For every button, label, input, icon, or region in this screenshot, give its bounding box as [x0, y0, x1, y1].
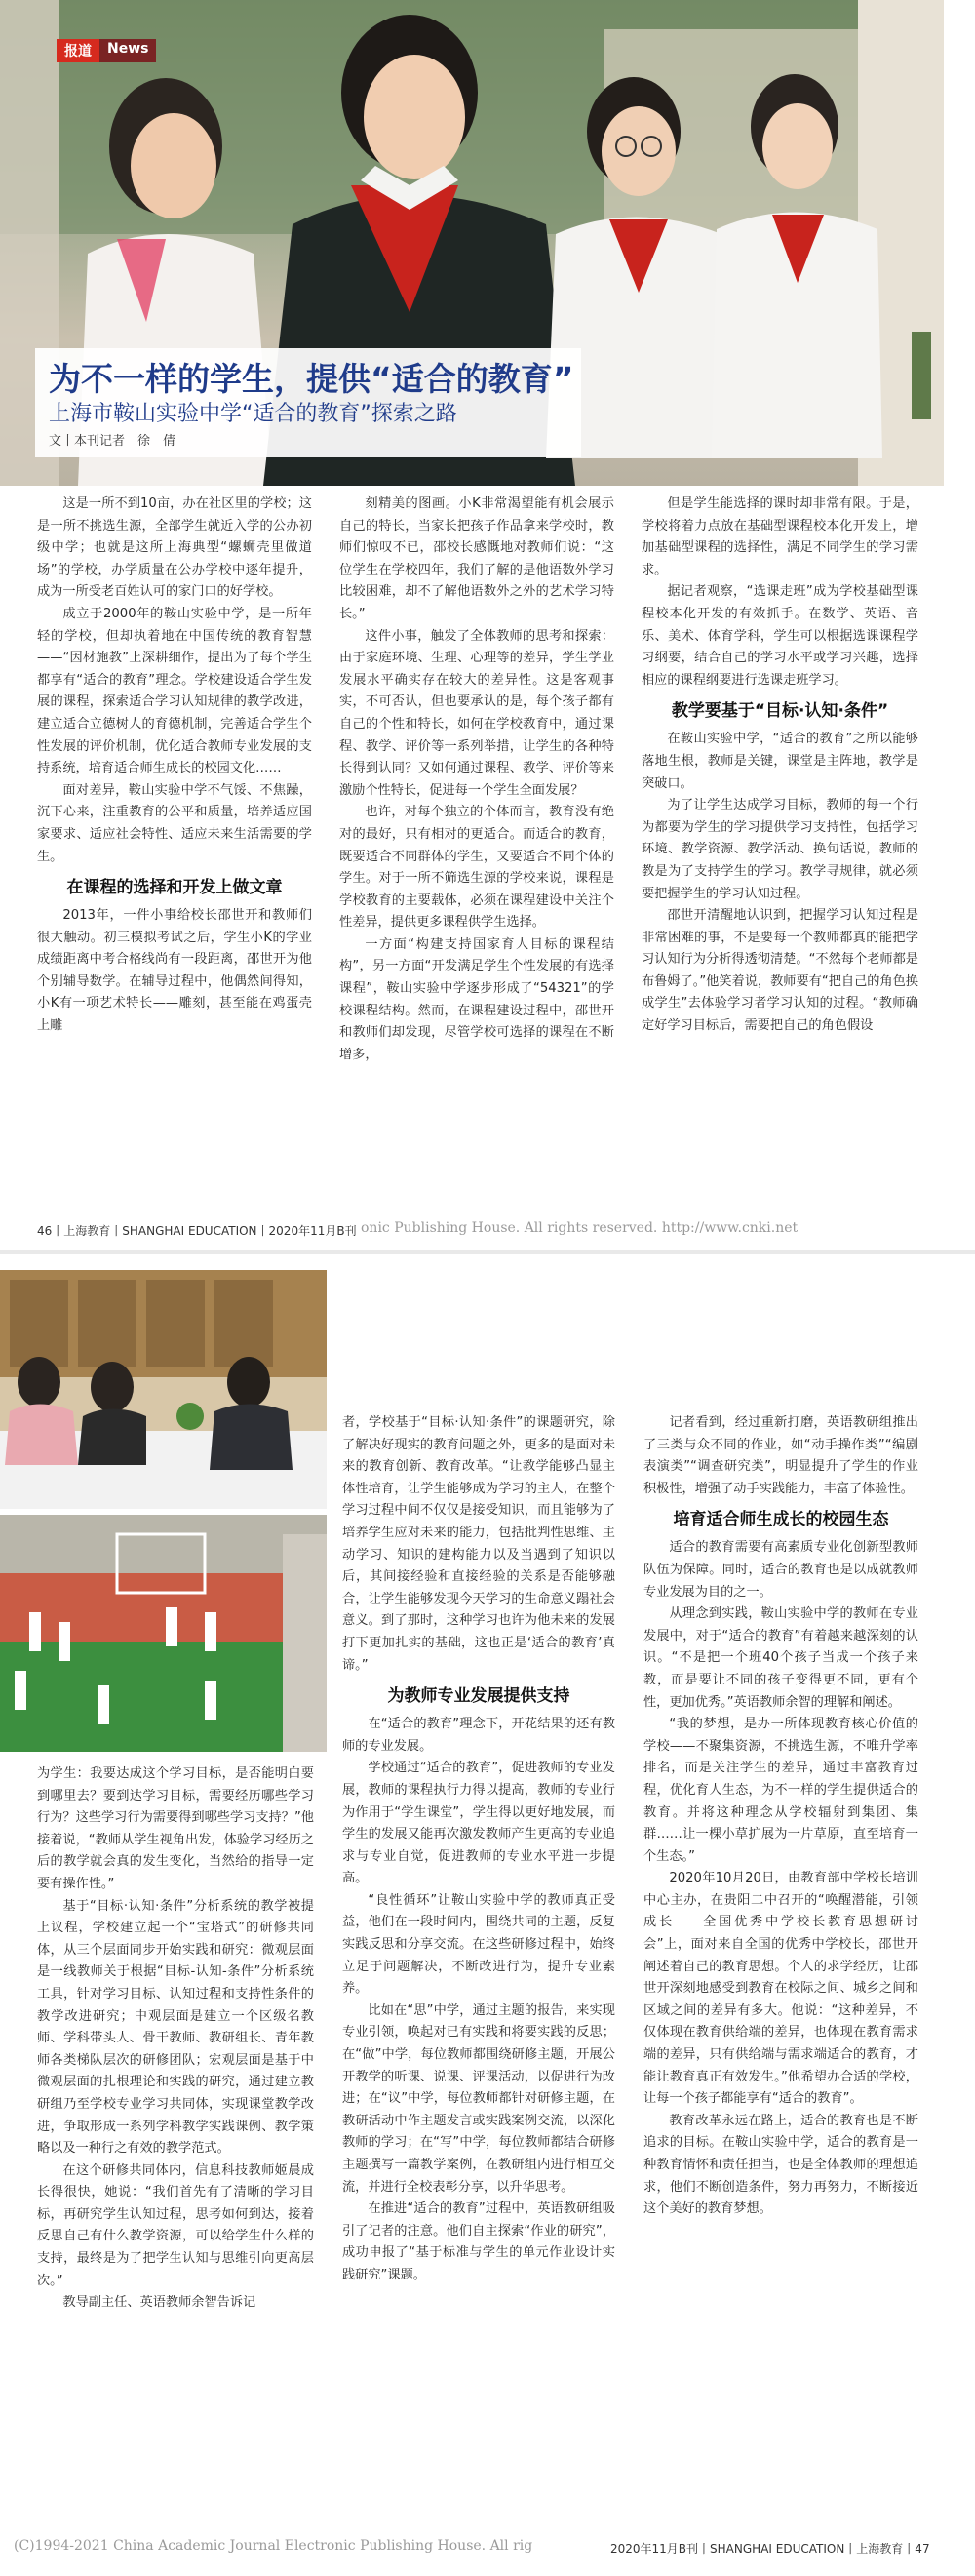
paragraph: 邵世开清醒地认识到，把握学习认知过程是非常困难的事，不是要每一个教师都真的能把学习认知行为分析得透彻清楚。“不然每个老师都是布鲁姆了。”他笑着说，教师要有“把自己的角色换成学生”去体验学习者学习认知的过程。“教师确定好学习目标后，需要把自己的角色假设	[642, 908, 918, 1034]
paragraph: 在“适合的教育”理念下，开花结果的还有教师的专业发展。	[342, 1717, 615, 1754]
page-divider	[0, 1250, 975, 1254]
paragraph: 教导副主任、英语教师余智告诉记	[62, 2295, 256, 2311]
paragraph: 比如在“思”中学，通过主题的报告，来实现专业引领，唤起对已有实践和将要实践的反思；在“做”中学，每位教师都围绕研修主题，开展公开教学的听课、说课、评课活动，以促进行为改进；在“议”中学，每位教师都针对研修主题，在教研活动中作主题发言或实践案例交流，以深化教师的学习；在“写”中学，每位教师都结合研修主题撰写一篇教学案例，在教研组内进行相互交流，并进行全校表彰分享，以升华思考。	[342, 2002, 615, 2195]
paragraph: 者，学校基于“目标·认知·条件”的课题研究，除了解决好现实的教育问题之外，更多的是面对未来的教育创新、教育改革。“让教学能够凸显主体性培育，让学生能够成为学习的主人，在整个学习过程中间不仅仅是接受知识，而且能够为了培养学生应对未来的能力，包括批判性思维、主动学习、知识的建构能力以及当遇到了知识以后，其间接经验和直接经验的关系是否能够融合，让学生能够发现今天学习的生命意义蹋社会意义。到了那时，这种学习也许为他未来的发展打下更加扎实的基础，这也正是‘适合的教育’真谛。”	[342, 1415, 615, 1673]
p47-footer: 2020年11月B刊丨SHANGHAI EDUCATION丨上海教育丨47	[610, 2542, 930, 2556]
section-tag	[57, 39, 156, 62]
p47-column-2	[342, 1412, 615, 2287]
section-heading: 培育适合师生成长的校园生态	[673, 1510, 889, 1530]
paragraph: 成立于2000年的鞍山实验中学，是一所年轻的学校，但却执着地在中国传统的教育智慧——“因材施教”上深耕细作，提出为了每个学生都享有“适合的教育”理念。学校建设适合学生发展的课程，探索适合学习认知规律的教学改进，建立适合立德树人的育德机制，完善适合学生个性发展的评价机制，优化适合教师专业发展的支持系统，培育适合师生成长的校园文化……	[37, 606, 312, 776]
paragraph: 也许，对每个独立的个体而言，教育没有绝对的最好，只有相对的更适合。而适合的教育，既要适合不同群体的学生，又要适合不同个体的学生。对于一所不筛选生源的学校来说，课程是学校教育的主要载体，必须在课程建设中关注个性差异，提供更多课程供学生选择。	[339, 805, 614, 931]
article-subtitle: 上海市鞍山实验中学“适合的教育”探索之路	[49, 402, 457, 426]
p47-column-3	[644, 1412, 918, 2221]
p46-column-1	[37, 494, 312, 1038]
paragraph: 学校通过“适合的教育”，促进教师的专业发展，教师的课程执行力得以提高，教师的专业行为作用于“学生课堂”，学生得以更好地发展，而学生的发展又能再次激发教师产生更高的专业追求与专业自觉，促进教师的专业水平进一步提高。	[342, 1761, 615, 1886]
paragraph: 这是一所不到10亩，办在社区里的学校；这是一所不挑选生源，全部学生就近入学的公办初级中学；也就是这所上海典型“螺蛳壳里做道场”的学校，办学质量在公办学校中逐年提升，成为一所受老百姓认可的家门口的好学校。	[37, 496, 312, 600]
paragraph: “良性循环”让鞍山实验中学的教师真正受益，他们在一段时间内，围绕共同的主题，反复实践反思和分享交流。在这些研修过程中，始终立足于问题解决，不断改进行为，提升专业素养。	[342, 1892, 615, 1997]
paragraph: 为了让学生达成学习目标，教师的每一个行为都要为学生的学习提供学习支持性，包括学习环境、教学资源、教学活动、换句话说，教师的教是为了支持学生的学习。教学寻规律，就必须要把握学生的学习认知过程。	[642, 798, 918, 901]
paragraph: 在这个研修共同体内，信息科技教师姬晨成长得很快，她说：“我们首先有了清晰的学习目标，再研究学生认知过程，思考如何到达，接着反思自己有什么教学资源，可以给学生什么样的支持，最终是为了把学生认知与思维引向更高层次。”	[37, 2162, 314, 2288]
p47-column-1	[37, 1764, 314, 2315]
byline: 文丨本刊记者 徐 倩	[49, 434, 176, 449]
paragraph: 这件小事，触发了全体教师的思考和探索：由于家庭环境、生理、心理等的差异，学生学业发展水平确实存在较大的差异性。这是客观事实，不可否认，但也要承认的是，每个孩子都有自己的个性和特长，如何在学校教育中，通过课程、教学、评价等一系列举措，让学生的各种特长得到认同？又如何通过课程、教学、评价等来激励个性特长，促进每一个学生全面发展？	[339, 628, 614, 798]
paragraph: “我的梦想，是办一所体现教育核心价值的学校——不聚集资源，不挑选生源，不唯升学率排名，而是关注学生的差异，通过丰富教育过程，优化育人生态，为不一样的学生提供适合的教育。并将这种理念从学校辐射到集团、集群……让一棵小草扩展为一片草原，直至培育一个生态。”	[644, 1717, 918, 1864]
paragraph: 一方面“构建支持国家育人目标的课程结构”，另一方面“开发满足学生个性发展的有选择课程”，鞍山实验中学逐步形成了“54321”的学校课程结构。然而，在课程建设过程中，邵世开和教师们却发现，尽管学校可选择的课程在不断增多，	[339, 936, 614, 1062]
p46-watermark: onic Publishing House. All rights reserved. http://www.cnki.net	[361, 1220, 799, 1236]
section-heading: 在课程的选择和开发上做文章	[66, 878, 283, 898]
tag-cn: 报道	[57, 39, 99, 62]
paragraph: 在推进“适合的教育”过程中，英语教研组吸引了记者的注意。他们自主探索“作业的研究”，成功申报了“基于标准与学生的单元作业设计实践研究”课题。	[342, 2201, 615, 2282]
paragraph: 但是学生能选择的课时却非常有限。于是，学校将着力点放在基础型课程校本化开发上，增加基础型课程的选择性，满足不同学生的学习需求。	[642, 496, 918, 577]
headline-box	[35, 348, 581, 457]
paragraph: 适合的教育需要有高素质专业化创新型教师队伍为保障。同时，适合的教育也是以成就教师专业发展为目的之一。	[644, 1540, 918, 1600]
paragraph: 从理念到实践，鞍山实验中学的教师在专业发展中，对于“适合的教育”有着越来越深刻的认识。“不是把一个班40个孩子当成一个孩子来教，而是要让不同的孩子变得更不同，更有个性，更加优秀。”英语教师余智的理解和阐述。	[644, 1606, 918, 1710]
paragraph: 记者看到，经过重新打磨，英语教研组推出了三类与众不同的作业，如“动手操作类”“编剧表演类”“调查研究类”，明显提升了学生的作业积极性，增强了动手实践能力，丰富了体验性。	[644, 1415, 918, 1496]
paragraph: 为学生：我要达成这个学习目标，是否能明白要到哪里去？要到达学习目标，需要经历哪些学习行为？这些学习行为需要得到哪些学习支持？”他接着说，“教师从学生视角出发，体验学习经历之后的教学就会真的发生变化，当然给的指导一定要有操作性。”	[37, 1766, 314, 1891]
paragraph: 基于“目标·认知·条件”分析系统的教学被提上议程，学校建立起一个“宝塔式”的研修共同体，从三个层面同步开始实践和研究：微观层面是一线教师关于根据“目标-认知-条件”分析系统工具，针对学习目标、认知过程和支持性条件的教学改进研究；中观层面是建立一个区级名教师、学科带头人、骨干教师、教研组长、青年教师各类梯队层次的研修团队；宏观层面是基于中微观层面的扎根理论和实践的研究，通过建立教研组乃至学校专业学习共同体，实现课堂教学改进，争取形成一系列学科教学实践课例、教学策略以及一种行之有效的教学范式。	[37, 1898, 314, 2157]
article-title: 为不一样的学生，提供“适合的教育”	[49, 360, 574, 398]
p46-column-3	[642, 494, 918, 1038]
office-photo	[0, 1270, 327, 1509]
section-heading: 为教师专业发展提供支持	[387, 1686, 570, 1707]
tag-en: News	[99, 39, 156, 62]
field-illustration	[0, 1515, 327, 1752]
paragraph: 教育改革永远在路上，适合的教育也是不断追求的目标。在鞍山实验中学，适合的教育是一种教育情怀和责任担当，也是全体教师的理想追求，他们不断创造条件，努力再努力，不断接近这个美好的教育梦想。	[644, 2113, 918, 2217]
p46-footer: 46丨上海教育丨SHANGHAI EDUCATION丨2020年11月B刊	[37, 1224, 357, 1238]
paragraph: 面对差异，鞍山实验中学不气馁、不焦躁，沉下心来，注重教育的公平和质量，培养适应国家要求、适应社会特性、适应未来生活需要的学生。	[37, 782, 312, 864]
p47-watermark: (C)1994-2021 China Academic Journal Electronic Publishing House. All rig	[14, 2538, 533, 2554]
paragraph: 2020年10月20日，由教育部中学校长培训中心主办，在贵阳二中召开的“唤醒潜能，引领成长——全国优秀中学校长教育思想研讨会”上，面对来自全国的优秀中学校长，邵世开阐述着自己的教育思想。个人的求学经历，让邵世开深刻地感受到教育在校际之间、城乡之间和区域之间的差异有多大。他说：“这种差异，不仅体现在教育供给端的差异，也体现在教育需求端的差异，只有供给端与需求端适合的教育，才能让教育真正有效发生。”他希望办合适的学校，让每一个孩子都能享有“适合的教育”。	[644, 1871, 918, 2107]
office-illustration	[0, 1270, 327, 1509]
paragraph: 2013年，一件小事给校长邵世开和教师们很大触动。初三模拟考试之后，学生小K的学业成绩距离中考合格线尚有一段距离，邵世开为他个别辅导数学。在辅导过程中，他偶然间得知，小K有一项艺术特长——雕刻，甚至能在鸡蛋壳上雕	[37, 908, 312, 1034]
sports-field-photo	[0, 1515, 327, 1752]
section-heading: 教学要基于“目标·认知·条件”	[671, 701, 889, 722]
p46-column-2	[339, 494, 614, 1066]
paragraph: 在鞍山实验中学，“适合的教育”之所以能够落地生根，教师是关键，课堂是主阵地，教学是突破口。	[642, 732, 918, 791]
paragraph: 刻精美的图画。小K非常渴望能有机会展示自己的特长，当家长把孩子作品拿来学校时，教师们惊叹不已，邵校长感慨地对教师们说：“这位学生在学校四年，我们了解的是他语数外学习比较困难，却不了解他语数外之外的艺术学习特长。”	[339, 496, 614, 621]
paragraph: 据记者观察，“选课走班”成为学校基础型课程校本化开发的有效抓手。在数学、英语、音乐、美术、体育学科，学生可以根据选课课程学习纲要，结合自己的学习水平或学习兴趣，选择相应的课程纲要进行选课走班学习。	[642, 584, 918, 688]
